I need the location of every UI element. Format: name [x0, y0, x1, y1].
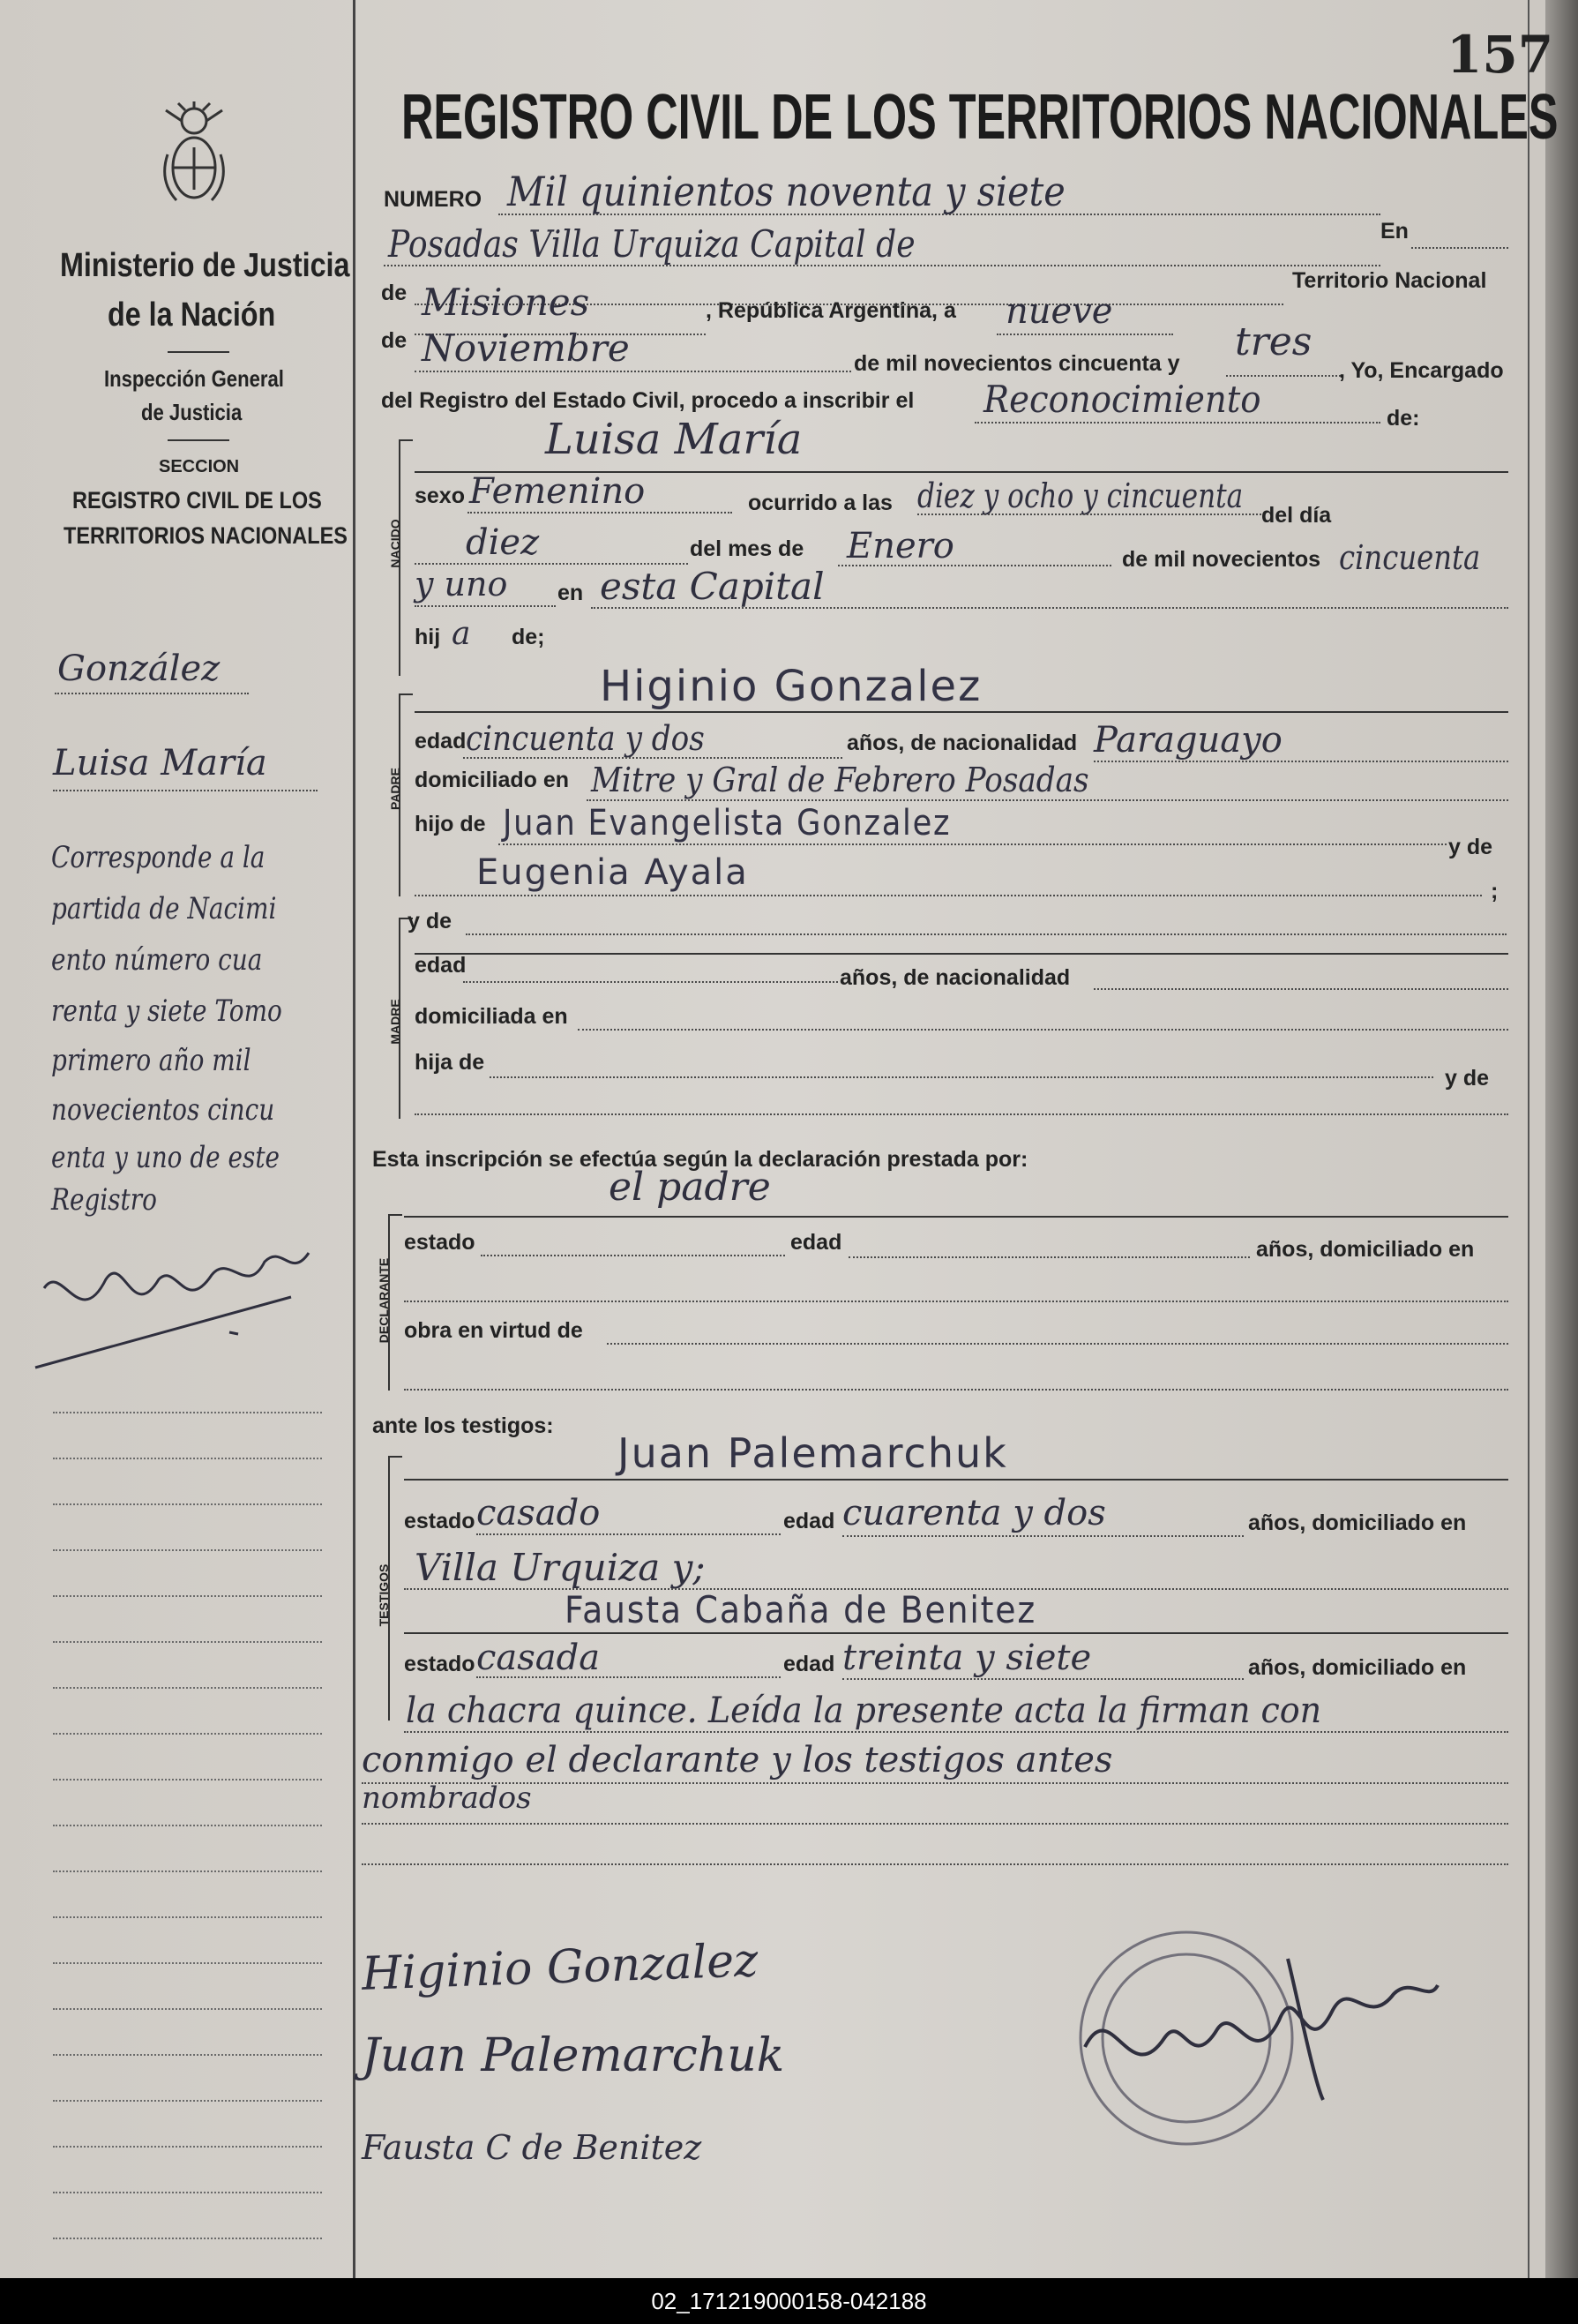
dotted-line [466, 933, 1507, 935]
solid-line [415, 953, 1508, 955]
padre-edad-label: edad [415, 729, 467, 753]
nacido-en-label: en [557, 581, 584, 605]
act-value: Reconocimiento [983, 378, 1261, 421]
dotted-line [415, 605, 556, 607]
bracket-top [399, 439, 413, 441]
padre-y-de-label: y de [1448, 835, 1493, 859]
ministry-line-1: Ministerio de Justicia [60, 247, 350, 284]
nacido-de-label: de; [512, 625, 545, 649]
de-colon: de: [1387, 406, 1420, 431]
dotted-line [481, 1255, 785, 1256]
margin-note-line: Registro [51, 1182, 157, 1218]
nacido-name: Luisa María [545, 415, 803, 464]
padre-semicolon: ; [1491, 879, 1499, 903]
registrar-signature [1058, 1941, 1447, 2118]
inscripcion-label: Esta inscripción se efectúa según la declaración prestada por: [372, 1147, 1028, 1172]
padre-padre-value: Juan Evangelista Gonzalez [503, 803, 952, 843]
testigo-2-domicilio: la chacra quince. Leída la presente acta la firman con [406, 1691, 1322, 1731]
declarante-name: el padre [609, 1165, 771, 1210]
margin-note-line: ento número cua [51, 942, 263, 978]
section-line-1: REGISTRO CIVIL DE LOS [72, 487, 322, 514]
solid-line [404, 1216, 1508, 1218]
margin-surname: González [57, 648, 221, 689]
dotted-line [53, 790, 318, 791]
place-value: Posadas Villa Urquiza Capital de [388, 222, 916, 266]
testigo-2-estado-label: estado [404, 1652, 475, 1676]
testigos-section-label: TESTIGOS [377, 1563, 391, 1627]
dotted-line [384, 265, 1380, 266]
testigo-1-domicilio: Villa Urquiza y; [415, 1546, 706, 1589]
dotted-line [1226, 375, 1341, 377]
testigo-2-edad: treinta y siete [842, 1638, 1092, 1678]
dotted-line [362, 1782, 1508, 1784]
testigo-1-name: Juan Palemarchuk [617, 1429, 1008, 1477]
margin-line [53, 1962, 322, 1964]
footer-id: 02_171219000158-042188 [0, 2278, 1578, 2324]
dotted-line [578, 1029, 1508, 1031]
testigo-2-name: Fausta Cabaña de Benitez [565, 1588, 1036, 1631]
inspection-line-2: de Justicia [141, 399, 243, 425]
dotted-line [404, 1389, 1508, 1391]
del-dia-label: del día [1261, 503, 1332, 528]
anio-value: cincuenta [1339, 538, 1481, 577]
declarante-edad-label: edad [790, 1230, 842, 1255]
padre-domicilio-label: domiciliado en [415, 768, 570, 792]
testigos-label: ante los testigos: [372, 1413, 554, 1438]
signature-juan: Juan Palemarchuk [362, 2029, 785, 2082]
madre-section-label: MADRE [388, 999, 402, 1045]
margin-note-line: Corresponde a la [51, 840, 265, 875]
testigo-1-estado-label: estado [404, 1509, 475, 1533]
margin-line [53, 2054, 322, 2056]
margin-line [53, 2146, 322, 2148]
republica-label: , República Argentina, a [706, 298, 956, 323]
bracket-top [399, 693, 413, 695]
ocurrido-label: ocurrido a las [748, 491, 893, 515]
dotted-line [842, 1535, 1244, 1537]
registro-label: del Registro del Estado Civil, procedo a inscribir el [381, 388, 915, 413]
dotted-line [490, 1076, 1433, 1078]
margin-note-line: novecientos cincu [51, 1092, 275, 1128]
dotted-line [463, 757, 842, 759]
padre-domicilio-value: Mitre y Gral de Febrero Posadas [591, 761, 1089, 799]
margin-line [53, 1733, 322, 1735]
hij-value: a [452, 616, 471, 652]
en-label: En [1380, 219, 1409, 244]
dotted-line [476, 1533, 781, 1535]
dotted-line [917, 514, 1261, 515]
madre-y-de-label: y de [408, 909, 452, 933]
bracket-top [388, 1214, 402, 1216]
margin-line [53, 1916, 322, 1918]
de-label: de [381, 281, 408, 305]
solid-line [415, 711, 1508, 713]
dotted-line [476, 1676, 781, 1678]
testigo-1-edad-label: edad [783, 1509, 835, 1533]
margin-note-line: renta y siete Tomo [51, 993, 282, 1029]
margin-line [53, 1687, 322, 1689]
margin-line [53, 1503, 322, 1505]
declarante-domicilio-label: años, domiciliado en [1256, 1237, 1475, 1262]
padre-nacionalidad-value: Paraguayo [1094, 720, 1283, 761]
anio2-value: y uno [415, 565, 508, 603]
dotted-line [467, 512, 732, 514]
hora-value: diez y ocho y cincuenta [917, 476, 1244, 515]
nacido-section-label: NACIDO [388, 519, 402, 568]
padre-name: Higinio Gonzalez [600, 662, 983, 711]
margin-line [53, 2192, 322, 2193]
testigo-2-estado: casada [476, 1638, 601, 1678]
madre-hija-label: hija de [415, 1050, 485, 1075]
dotted-line [415, 371, 851, 372]
hij-label: hij [415, 625, 441, 649]
right-border-line [1528, 0, 1529, 2278]
padre-nacionalidad-label: años, de nacionalidad [847, 731, 1078, 755]
numero-label: NUMERO [384, 187, 482, 212]
day-value: nueve [1006, 291, 1113, 332]
province-value: Misiones [422, 281, 590, 324]
margin-line [53, 1825, 322, 1826]
sexo-value: Femenino [469, 471, 646, 512]
testigo-1-domicilio-label: años, domiciliado en [1248, 1511, 1467, 1535]
margin-line [53, 1458, 322, 1459]
padre-hijo-label: hijo de [415, 812, 486, 836]
mes-value: Enero [847, 526, 954, 566]
padre-edad-value: cincuenta y dos [466, 719, 705, 758]
coat-of-arms-icon [159, 101, 229, 216]
testigo-2-edad-label: edad [783, 1652, 835, 1676]
inspection-line-1: Inspección General [104, 365, 284, 392]
encargado-label: , Yo, Encargado [1339, 358, 1504, 383]
dotted-line [842, 1678, 1244, 1680]
padre-section-label: PADRE [388, 768, 402, 810]
testigo-2-domicilio-label: años, domiciliado en [1248, 1655, 1467, 1680]
dotted-line [415, 1113, 1508, 1115]
dotted-line [415, 895, 1482, 896]
page-edge [1545, 0, 1578, 2278]
dotted-line [849, 1256, 1250, 1258]
dotted-line [838, 565, 1111, 566]
dotted-line [1094, 761, 1508, 762]
margin-line [53, 1641, 322, 1643]
margin-line [53, 1549, 322, 1551]
signature-higinio: Higinio Gonzalez [361, 1934, 759, 2001]
margin-line [53, 1412, 322, 1413]
madre-y-de2-label: y de [1445, 1066, 1490, 1091]
declarante-section-label: DECLARANTE [377, 1257, 391, 1344]
signature-fausta: Fausta C de Benitez [362, 2128, 702, 2167]
declarante-virtud-label: obra en virtud de [404, 1318, 583, 1343]
dotted-line [404, 1301, 1508, 1302]
margin-given-names: Luisa María [53, 743, 267, 783]
section-label: SECCION [159, 457, 240, 476]
del-mes-label: del mes de [690, 536, 804, 561]
margin-note-line: enta y uno de este [51, 1140, 280, 1175]
closing-line-2: conmigo el declarante y los testigos antes [362, 1740, 1113, 1780]
dotted-line [362, 1823, 1508, 1825]
padre-madre-value: Eugenia Ayala [476, 852, 749, 893]
dotted-line [463, 981, 838, 983]
margin-divider [353, 0, 355, 2278]
margin-note-line: partida de Nacimi [51, 891, 277, 926]
dotted-line [607, 1343, 1508, 1345]
page-number: 157 [1447, 25, 1554, 85]
dotted-line [1411, 247, 1508, 249]
declarante-estado-label: estado [404, 1230, 475, 1255]
madre-domicilio-label: domiciliada en [415, 1004, 568, 1029]
margin-line [53, 2100, 322, 2102]
lugar-value: esta Capital [600, 565, 825, 608]
ministry-line-2: de la Nación [108, 296, 276, 334]
dotted-line [587, 799, 1508, 801]
dotted-line [591, 607, 1508, 609]
madre-edad-label: edad [415, 953, 467, 978]
margin-line [53, 1870, 322, 1872]
madre-nacionalidad-label: años, de nacionalidad [840, 965, 1071, 990]
dotted-line [404, 1731, 1508, 1733]
year-value: tres [1235, 319, 1313, 364]
month-value: Noviembre [422, 326, 630, 370]
dotted-line [997, 334, 1173, 335]
testigo-1-edad: cuarenta y dos [842, 1493, 1106, 1533]
margin-line [53, 1779, 322, 1780]
dotted-line [362, 1863, 1508, 1865]
dia-value: diez [466, 522, 540, 563]
dotted-line [55, 693, 249, 694]
dotted-line [975, 422, 1380, 424]
margin-line [53, 2008, 322, 2010]
bracket-top [388, 1456, 402, 1458]
margin-note-line: primero año mil [51, 1043, 251, 1078]
testigo-1-estado: casado [476, 1493, 601, 1533]
sexo-label: sexo [415, 484, 465, 508]
mil-label: de mil novecientos [1122, 547, 1321, 572]
margin-line [53, 1595, 322, 1597]
solid-line [404, 1479, 1508, 1481]
territorio-label: Territorio Nacional [1292, 268, 1487, 293]
divider [168, 351, 229, 353]
page-title: REGISTRO CIVIL DE LOS TERRITORIOS NACIONALES [401, 82, 1559, 153]
year-label: de mil novecientos cincuenta y [854, 351, 1180, 376]
dotted-line [498, 843, 1447, 845]
solid-line [404, 1632, 1508, 1634]
numero-value: Mil quinientos noventa y siete [507, 168, 1066, 215]
margin-signature [26, 1226, 326, 1376]
dotted-line [1094, 988, 1508, 990]
divider [168, 439, 229, 441]
de-label: de [381, 328, 408, 353]
section-line-2: TERRITORIOS NACIONALES [64, 522, 348, 549]
margin-line [53, 2238, 322, 2239]
closing-line-3: nombrados [362, 1780, 532, 1816]
